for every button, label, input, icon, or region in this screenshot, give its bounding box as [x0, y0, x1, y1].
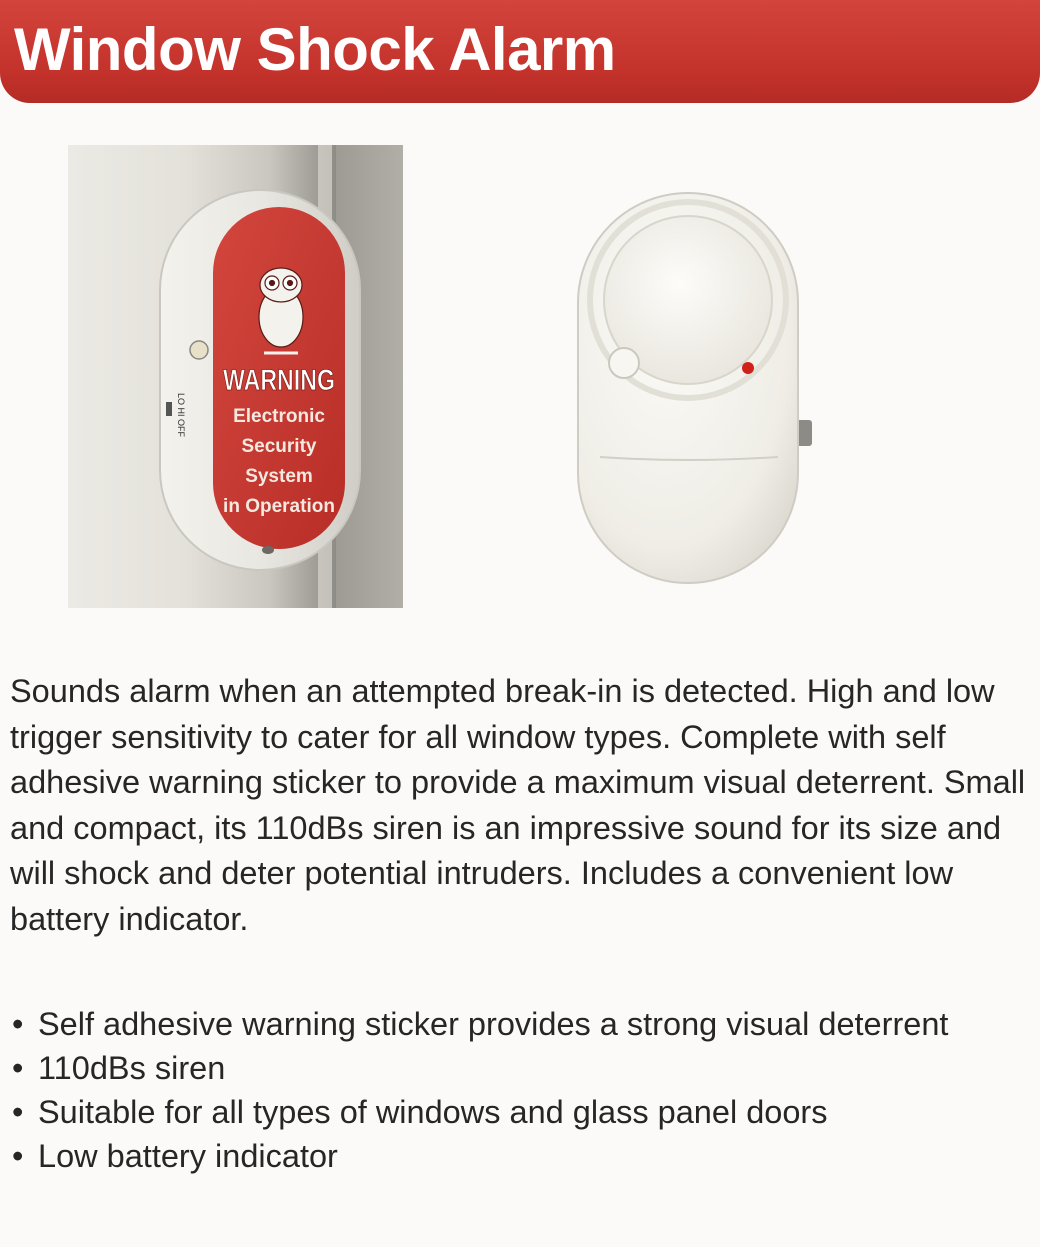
- button-icon: [609, 348, 639, 378]
- led-indicator-icon: [742, 362, 754, 374]
- mounted-alarm-illustration: [68, 145, 403, 608]
- list-item: • 110dBs siren: [10, 1046, 1030, 1090]
- product-photo-unit: [560, 175, 830, 595]
- bullet-icon: •: [12, 1138, 24, 1174]
- feature-list: [10, 1002, 1030, 1178]
- sticker-line-4: in Operation: [223, 496, 335, 517]
- list-item: • Self adhesive warning sticker provides a strong visual deterrent: [10, 1002, 1030, 1046]
- page-title: Window Shock Alarm: [14, 16, 616, 83]
- sticker-heading: WARNING: [223, 364, 335, 397]
- bullet-icon: •: [12, 1006, 24, 1042]
- sticker-line-1: Electronic: [233, 406, 325, 427]
- title-banner: [0, 0, 1040, 103]
- alarm-unit-illustration: [560, 175, 830, 595]
- switch-icon: [166, 402, 172, 416]
- bullet-icon: •: [12, 1050, 24, 1086]
- list-item: • Suitable for all types of windows and glass panel doors: [10, 1090, 1030, 1134]
- product-photo-mounted: [68, 145, 403, 608]
- sticker-line-3: System: [245, 466, 313, 487]
- sticker-line-2: Security: [241, 436, 317, 457]
- led-icon: [190, 341, 208, 359]
- list-item: • Low battery indicator: [10, 1134, 1030, 1178]
- product-description: Sounds alarm when an attempted break-in is detected. High and low trigger sensitivity to cater for all window types. Complete with self adhesive warning sticker to provide a maximum visual deterrent. Small and compact, its 110dBs siren is an impressive sound for its size and will shock and deter potential intruders. Includes a convenient low battery indicator.: [10, 673, 1026, 937]
- screw-icon: [262, 546, 274, 554]
- bullet-icon: •: [12, 1094, 24, 1130]
- switch-label: LO HI OFF: [176, 393, 186, 438]
